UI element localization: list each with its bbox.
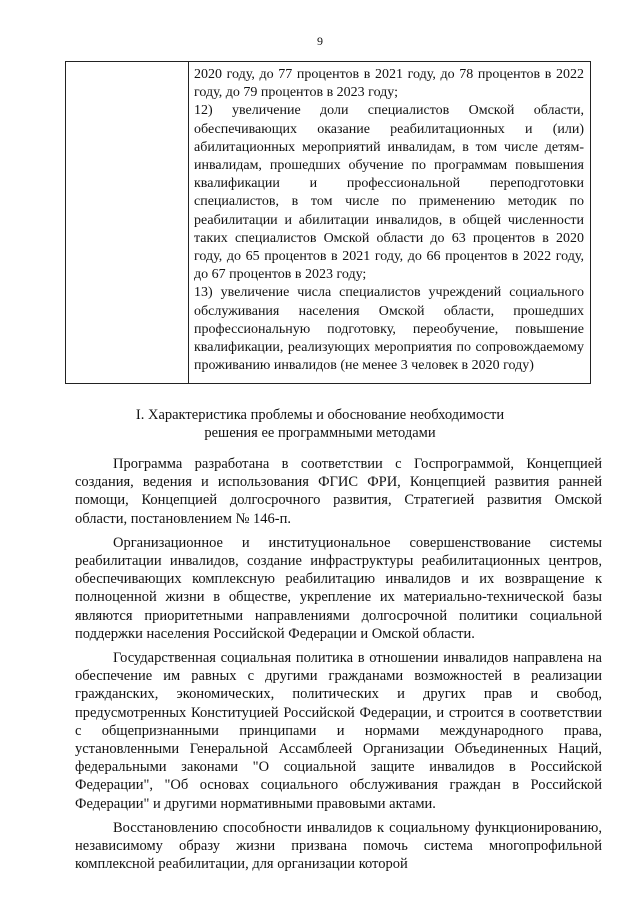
section-heading-line: решения ее программными методами <box>204 425 436 441</box>
table-left-cell <box>66 62 189 383</box>
table-paragraph: 12) увеличение доли специалистов Омской области, обеспечивающих оказание реабилитационных и (или) абилитационных мероприятий инвалидам, в том числе детям-инвалидам, прошедших обучение по программам повышения квалификации и профессиональной переподготовки специалистов, в том числе по применению методик по реабилитации и абилитации инвалидов, в общей численности таких специалистов Омской области до 63 процентов в 2020 году, до 65 процентов в 2021 году, до 66 процентов в 2022 году, до 67 процентов в 2023 году; <box>194 103 584 283</box>
body-paragraph: Организационное и институциональное совершенствование системы реабилитации инвалидов, создание инфраструктуры реабилитационных центров, обеспечивающих комплексную реабилитацию инвалидов и их возвращение к полноценной жизни в обществе, укрепление их материально-технической базы являются приоритетными направлениями долгосрочной политики социальной поддержки населения Российской Федерации и Омской области. <box>75 534 602 642</box>
body-paragraph: Восстановлению способности инвалидов к социальному функционированию, независимому образу жизни призвана помочь система многопрофильной комплексной реабилитации, для организации которой <box>75 819 602 873</box>
body-paragraph: Программа разработана в соответствии с Госпрограммой, Концепцией создания, ведения и использования ФГИС ФРИ, Концепцией развития ранней помощи, Концепцией долгосрочного развития, Стратегией развития Омской области, постановлением № 146-п. <box>75 456 602 527</box>
section-body <box>75 455 602 879</box>
section-heading-line: I. Характеристика проблемы и обоснование необходимости <box>135 407 505 423</box>
table-paragraph: 13) увеличение числа специалистов учреждений социального обслуживания населения Омской области, прошедших профессиональную подготовку, переобучение, повышение квалификации, реализующих мероприятия по сопровождаемому проживанию инвалидов (не менее 3 человек в 2020 году) <box>194 285 584 374</box>
section-heading <box>100 406 540 442</box>
goals-table <box>65 61 591 384</box>
page-number: 9 <box>317 34 323 48</box>
table-paragraph: 2020 году, до 77 процентов в 2021 году, до 78 процентов в 2022 году, до 79 процентов в 2023 году; <box>194 67 584 101</box>
table-right-cell <box>189 62 590 383</box>
body-paragraph: Государственная социальная политика в отношении инвалидов направлена на обеспечение им равных с другими гражданами возможностей в реализации гражданских, экономических, политических и других прав и свобод, предусмотренных Конституцией Российской Федерации, и строится в соответствии с общепризнанными принципами и нормами международного права, установленными Генеральной Ассамблеей Организации Объединенных Наций, федеральными законами "О социальной защите инвалидов в Российской Федерации", "Об основах социального обслуживания граждан в Российской Федерации" и другими нормативными правовыми актами. <box>75 650 602 812</box>
